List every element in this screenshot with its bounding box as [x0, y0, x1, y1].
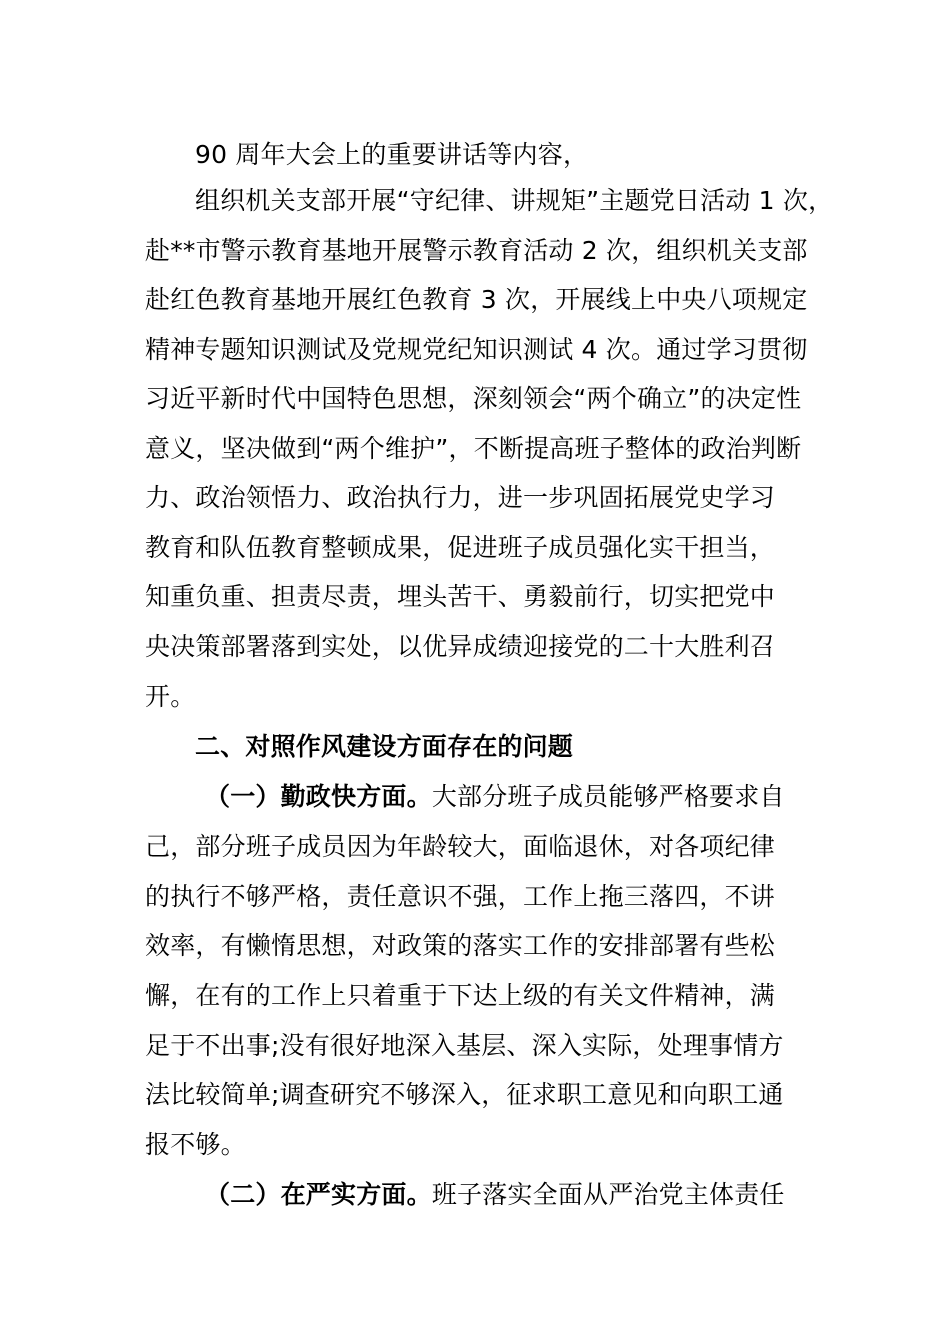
paragraph-line: 足于不出事;没有很好地深入基层、深入实际，处理事情方 — [145, 1031, 784, 1060]
subsection-2-title: （二）在严实方面。 — [205, 1180, 432, 1209]
paragraph-line: 90 周年大会上的重要讲话等内容， — [195, 140, 589, 169]
paragraph-line: 组织机关支部开展“守纪律、讲规矩”主题党日活动 1 次， — [195, 186, 834, 215]
subsection-1-text: 大部分班子成员能够严格要求自 — [431, 782, 785, 811]
paragraph-line: 报不够。 — [145, 1130, 246, 1159]
paragraph-line: 懈，在有的工作上只着重于下达上级的有关文件精神，满 — [145, 981, 776, 1010]
subsection-1-first-line — [205, 772, 895, 822]
paragraph-line: 教育和队伍教育整顿成果，促进班子成员强化实干担当， — [145, 533, 776, 562]
subsection-2-text: 班子落实全面从严治党主体责任 — [431, 1180, 785, 1209]
paragraph-line: 赴**市警示教育基地开展警示教育活动 2 次，组织机关支部 — [145, 236, 808, 265]
paragraph-line: 赴红色教育基地开展红色教育 3 次，开展线上中央八项规定 — [145, 285, 808, 314]
subsection-2-first-line — [205, 1170, 895, 1220]
paragraph-line: 法比较简单;调查研究不够深入，征求职工意见和向职工通 — [145, 1080, 784, 1109]
paragraph-line: 开。 — [145, 682, 196, 711]
paragraph-line: 精神专题知识测试及党规党纪知识测试 4 次。通过学习贯彻 — [145, 335, 808, 364]
paragraph-line: 央决策部署落到实处，以优异成绩迎接党的二十大胜利召 — [145, 632, 776, 661]
section-heading: 二、对照作风建设方面存在的问题 — [195, 732, 574, 761]
paragraph-line: 习近平新时代中国特色思想，深刻领会“两个确立”的决定性 — [145, 384, 802, 413]
paragraph-line: 己，部分班子成员因为年龄较大，面临退休，对各项纪律 — [145, 832, 776, 861]
paragraph-line: 效率，有懒惰思想，对政策的落实工作的安排部署有些松 — [145, 931, 776, 960]
paragraph-line: 知重负重、担责尽责，埋头苦干、勇毅前行，切实把党中 — [145, 582, 776, 611]
paragraph-line: 力、政治领悟力、政治执行力，进一步巩固拓展党史学习 — [145, 483, 776, 512]
paragraph-line: 意义，坚决做到“两个维护”，不断提高班子整体的政治判断 — [145, 434, 802, 463]
paragraph-line: 的执行不够严格，责任意识不强，工作上拖三落四，不讲 — [145, 882, 776, 911]
subsection-1-title: （一）勤政快方面。 — [205, 782, 432, 811]
